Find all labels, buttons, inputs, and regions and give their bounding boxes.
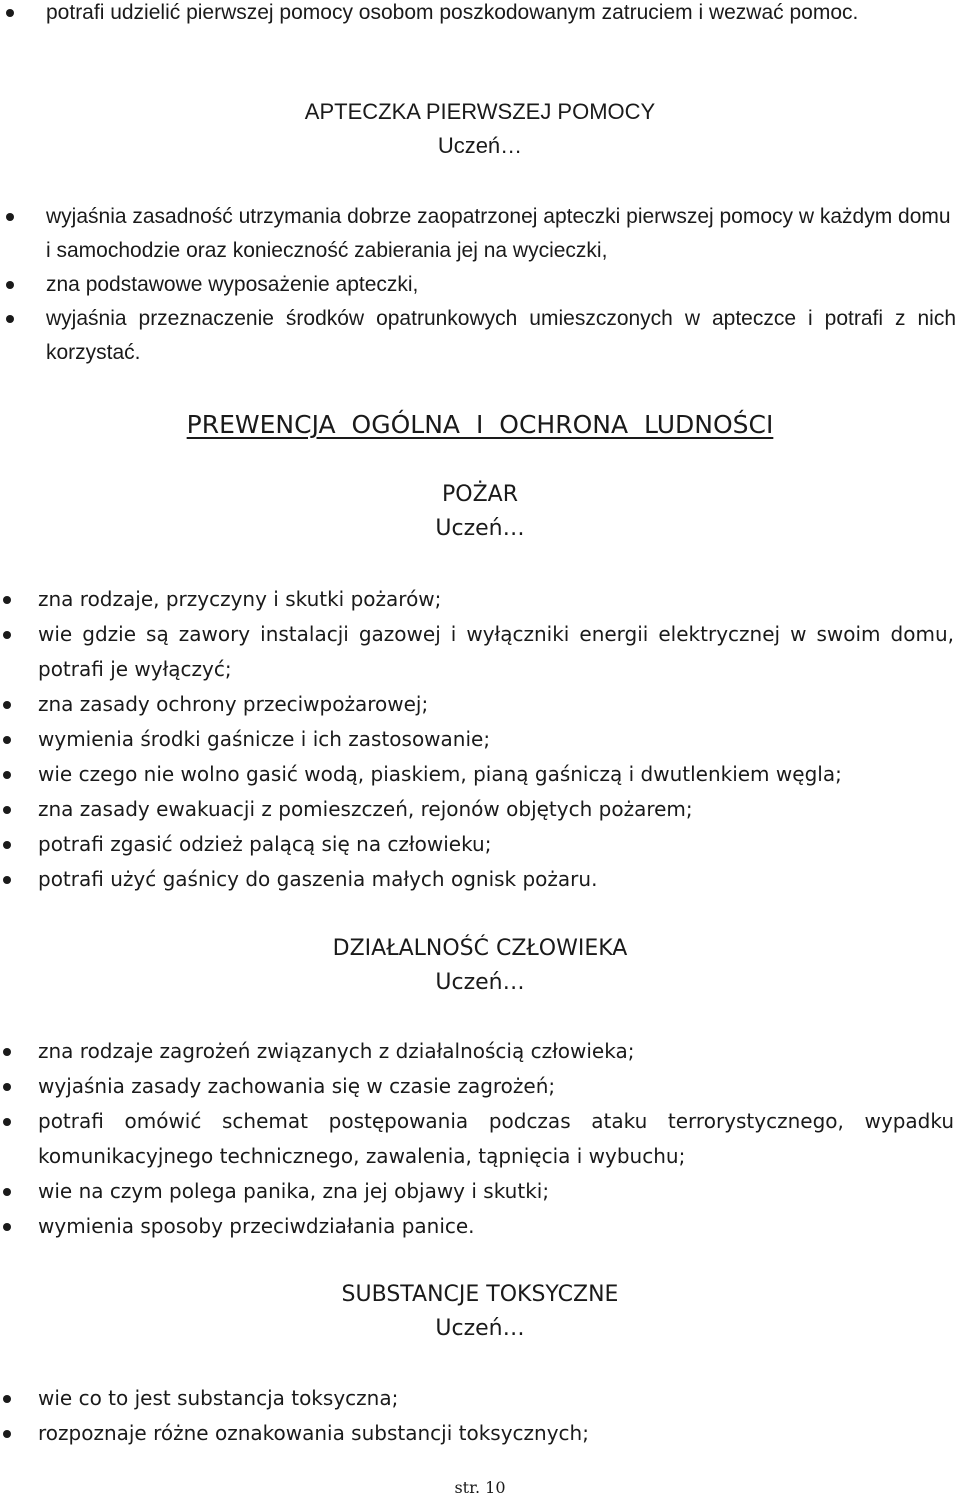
list-item: rozpoznaje różne oznakowania substancji toksycznych; [0,1416,960,1451]
pozar-list [0,582,960,897]
apteczka-list [0,200,960,370]
bullet-icon [3,1048,11,1056]
section-subtitle-apteczka: Uczeń… [437,133,523,158]
bullet-icon [3,1430,11,1438]
substancje-list [0,1381,960,1451]
bullet-icon [6,9,14,17]
section-title-pozar: POŻAR [442,482,518,507]
bullet-icon [3,1083,11,1091]
list-item: wymienia sposoby przeciwdziałania panice. [0,1209,960,1244]
list-item: zna rodzaje zagrożeń związanych z działalnością człowieka; [0,1034,960,1069]
bullet-icon [3,701,11,709]
bullet-icon [3,876,11,884]
section-title-dzialalnosc: DZIAŁALNOŚĆ CZŁOWIEKA [332,936,628,961]
list-item: wyjaśnia zasadność utrzymania dobrze zaopatrzonej apteczki pierwszej pomocy w każdym domu i samochodzie oraz konieczność zabierania jej na wycieczki, [0,200,960,268]
dzialalnosc-list [0,1034,960,1244]
bullet-icon [6,213,14,221]
bullet-icon [3,1395,11,1403]
list-item: potrafi udzielić pierwszej pomocy osobom poszkodowanym zatruciem i wezwać pomoc. [0,0,960,30]
bullet-icon [6,315,14,323]
list-item: wie gdzie są zawory instalacji gazowej i wyłączniki energii elektrycznej w swoim domu, potrafi je wyłączyć; [0,617,960,687]
bullet-icon [3,1118,11,1126]
list-item: potrafi zgasić odzież palącą się na człowieku; [0,827,960,862]
bullet-icon [3,1188,11,1196]
list-item: wie na czym polega panika, zna jej objawy i skutki; [0,1174,960,1209]
bullet-icon [3,1223,11,1231]
bullet-icon [3,596,11,604]
bullet-icon [3,631,11,639]
bullet-icon [3,736,11,744]
list-item: zna podstawowe wyposażenie apteczki, [0,268,960,302]
list-item: wymienia środki gaśnicze i ich zastosowanie; [0,722,960,757]
list-item: wyjaśnia przeznaczenie środków opatrunkowych umieszczonych w apteczce i potrafi z nich korzystać. [0,302,960,370]
section-subtitle-substancje: Uczeń… [435,1316,525,1341]
list-item: zna rodzaje, przyczyny i skutki pożarów; [0,582,960,617]
main-section-title: PREWENCJA OGÓLNA I OCHRONA LUDNOŚCI [186,410,774,439]
list-item: zna zasady ewakuacji z pomieszczeń, rejonów objętych pożarem; [0,792,960,827]
list-item: potrafi użyć gaśnicy do gaszenia małych ognisk pożaru. [0,862,960,897]
section-subtitle-dzialalnosc: Uczeń… [435,970,525,995]
section-title-substancje: SUBSTANCJE TOKSYCZNE [341,1282,619,1307]
list-item: wie co to jest substancja toksyczna; [0,1381,960,1416]
bullet-icon [3,771,11,779]
bullet-icon [3,806,11,814]
bullet-icon [3,841,11,849]
top-list [0,0,960,30]
page-number: str. 10 [454,1478,506,1497]
section-subtitle-pozar: Uczeń… [435,516,525,541]
list-item: wie czego nie wolno gasić wodą, piaskiem, pianą gaśniczą i dwutlenkiem węgla; [0,757,960,792]
list-item: wyjaśnia zasady zachowania się w czasie zagrożeń; [0,1069,960,1104]
list-item: zna zasady ochrony przeciwpożarowej; [0,687,960,722]
bullet-icon [6,281,14,289]
section-title-apteczka: APTECZKA PIERWSZEJ POMOCY [304,99,656,124]
list-item: potrafi omówić schemat postępowania podczas ataku terrorystycznego, wypadku komunikacyjnego technicznego, zawalenia, tąpnięcia i wybuchu; [0,1104,960,1174]
